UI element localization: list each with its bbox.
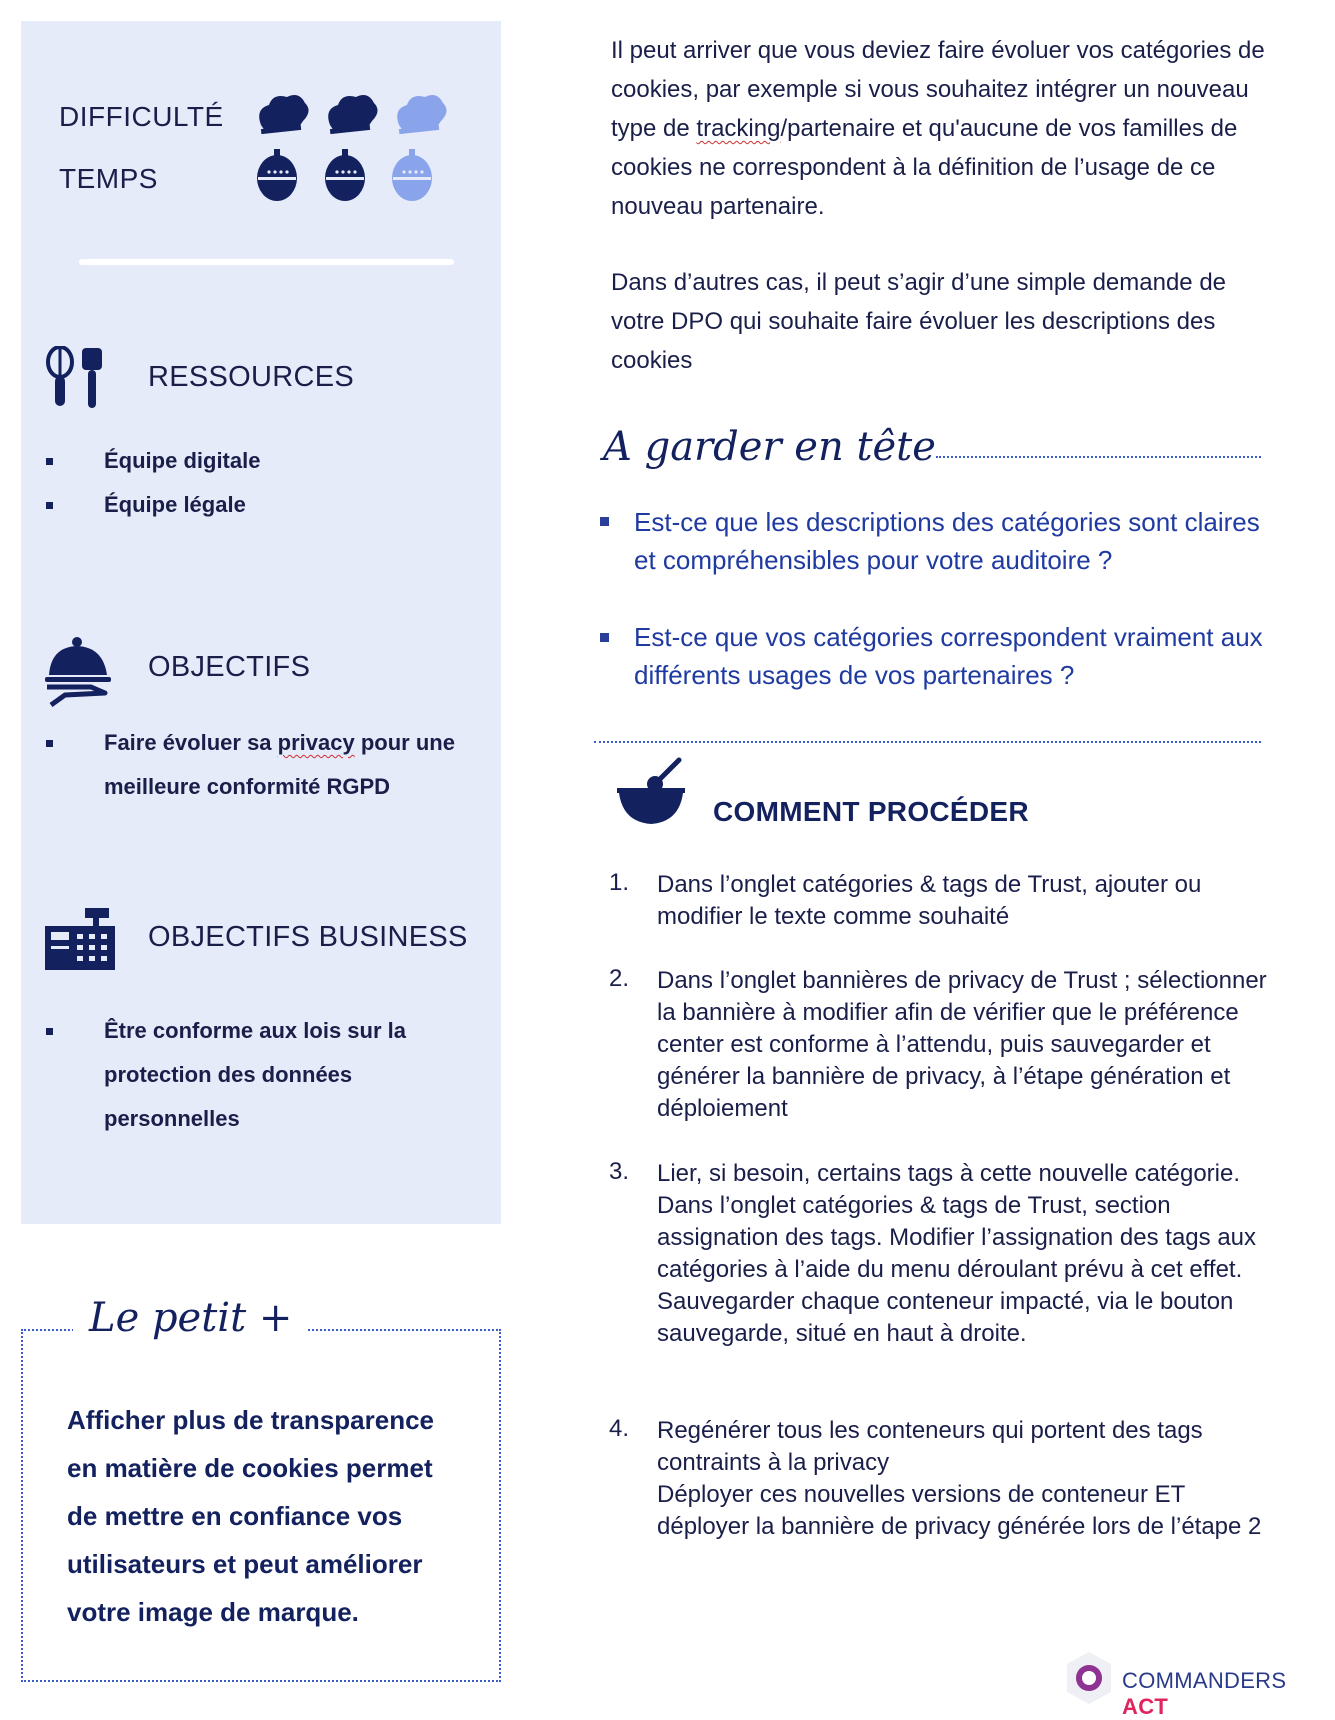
- step-number: 4.: [609, 1415, 630, 1442]
- step-text: Regénérer tous les conteneurs qui portent des tags contraints à la privacy Déployer ces nouvelles versions de conteneur ET déployer la bannière de privacy générée lors de l’étape 2: [657, 1417, 1262, 1540]
- procedure-title: COMMENT PROCÉDER: [713, 796, 1029, 827]
- keep-item: Est-ce que vos catégories correspondent vraiment aux différents usages de vos partenaires ?: [634, 622, 1263, 690]
- dotted-divider: [936, 456, 1261, 458]
- left-panel: [21, 21, 501, 1224]
- dotted-divider: [594, 741, 1261, 743]
- divider: [79, 259, 454, 265]
- commanders-act-logo-icon: [1064, 1650, 1114, 1706]
- keep-item: Est-ce que les descriptions des catégories sont claires et compréhensibles pour votre auditoire ?: [634, 507, 1260, 575]
- brand-name: COMMANDERS ACT: [1122, 1668, 1287, 1719]
- whisk-spatula-icon: [45, 346, 107, 410]
- chef-hat-icon: [322, 89, 382, 135]
- step-number: 1.: [609, 869, 630, 896]
- tip-title: Le petit +: [73, 1295, 308, 1341]
- bullet: [46, 1028, 53, 1035]
- chef-hat-icon: [391, 89, 451, 135]
- egg-timer-icon: [390, 148, 434, 202]
- intro-paragraph-1: Il peut arriver que vous deviez faire évoluer vos catégories de cookies, par exemple si vous souhaitez intégrer un nouveau type de tracking/partenaire et qu'aucune de vos familles de cookies ne correspondent à la définition de l’usage de ce nouveau partenaire.: [611, 37, 1265, 220]
- egg-timer-icon: [323, 148, 367, 202]
- bullet: [46, 458, 53, 465]
- difficulty-label: DIFFICULTÉ: [59, 101, 224, 132]
- chef-hat-icon: [253, 89, 313, 135]
- resource-item: Équipe digitale: [104, 448, 261, 473]
- bullet: [46, 502, 53, 509]
- objectives-text: Faire évoluer sa privacy pour une meilleure conformité RGPD: [104, 730, 455, 799]
- tip-box: [21, 1295, 501, 1682]
- step-text: Lier, si besoin, certains tags à cette nouvelle catégorie. Dans l’onglet catégories & tags de Trust, section assignation des tags. Modifier l’assignation des tags aux catégories à l’aide du menu déroulant prévu à cet effet. Sauvegarder chaque conteneur impacté, via le bouton sauvegarde, situé en haut à droite.: [657, 1160, 1257, 1347]
- objectives-title: OBJECTIFS: [148, 651, 311, 683]
- business-text: Être conforme aux lois sur la protection des données personnelles: [104, 1018, 406, 1131]
- serving-cloche-icon: [45, 635, 115, 707]
- step-text: Dans l’onglet bannières de privacy de Trust ; sélectionner la bannière à modifier afin de vérifier que le préférence center est conforme à l’attendu, puis sauvegarder et générer la bannière de privacy, à l’étape génération et déploiement: [657, 967, 1267, 1122]
- bullet: [600, 633, 609, 642]
- egg-timer-icon: [255, 148, 299, 202]
- resources-title: RESSOURCES: [148, 361, 355, 393]
- keep-in-mind-title: A garder en tête: [603, 424, 936, 470]
- tip-text: Afficher plus de transparence en matière de cookies permet de mettre en confiance vos utilisateurs et peut améliorer votre image de marque.: [67, 1405, 434, 1627]
- resource-item: Équipe légale: [104, 492, 246, 517]
- step-text: Dans l’onglet catégories & tags de Trust, ajouter ou modifier le texte comme souhaité: [657, 871, 1202, 930]
- cash-register-icon: [45, 906, 117, 970]
- step-number: 2.: [609, 965, 630, 992]
- bullet: [46, 740, 53, 747]
- step-number: 3.: [609, 1158, 630, 1185]
- time-label: TEMPS: [59, 163, 158, 194]
- mixing-bowl-icon: [615, 752, 687, 828]
- business-title: OBJECTIFS BUSINESS: [148, 921, 468, 953]
- intro-paragraph-2: Dans d’autres cas, il peut s’agir d’une simple demande de votre DPO qui souhaite faire évoluer les descriptions des cookies: [611, 269, 1227, 374]
- bullet: [600, 517, 609, 526]
